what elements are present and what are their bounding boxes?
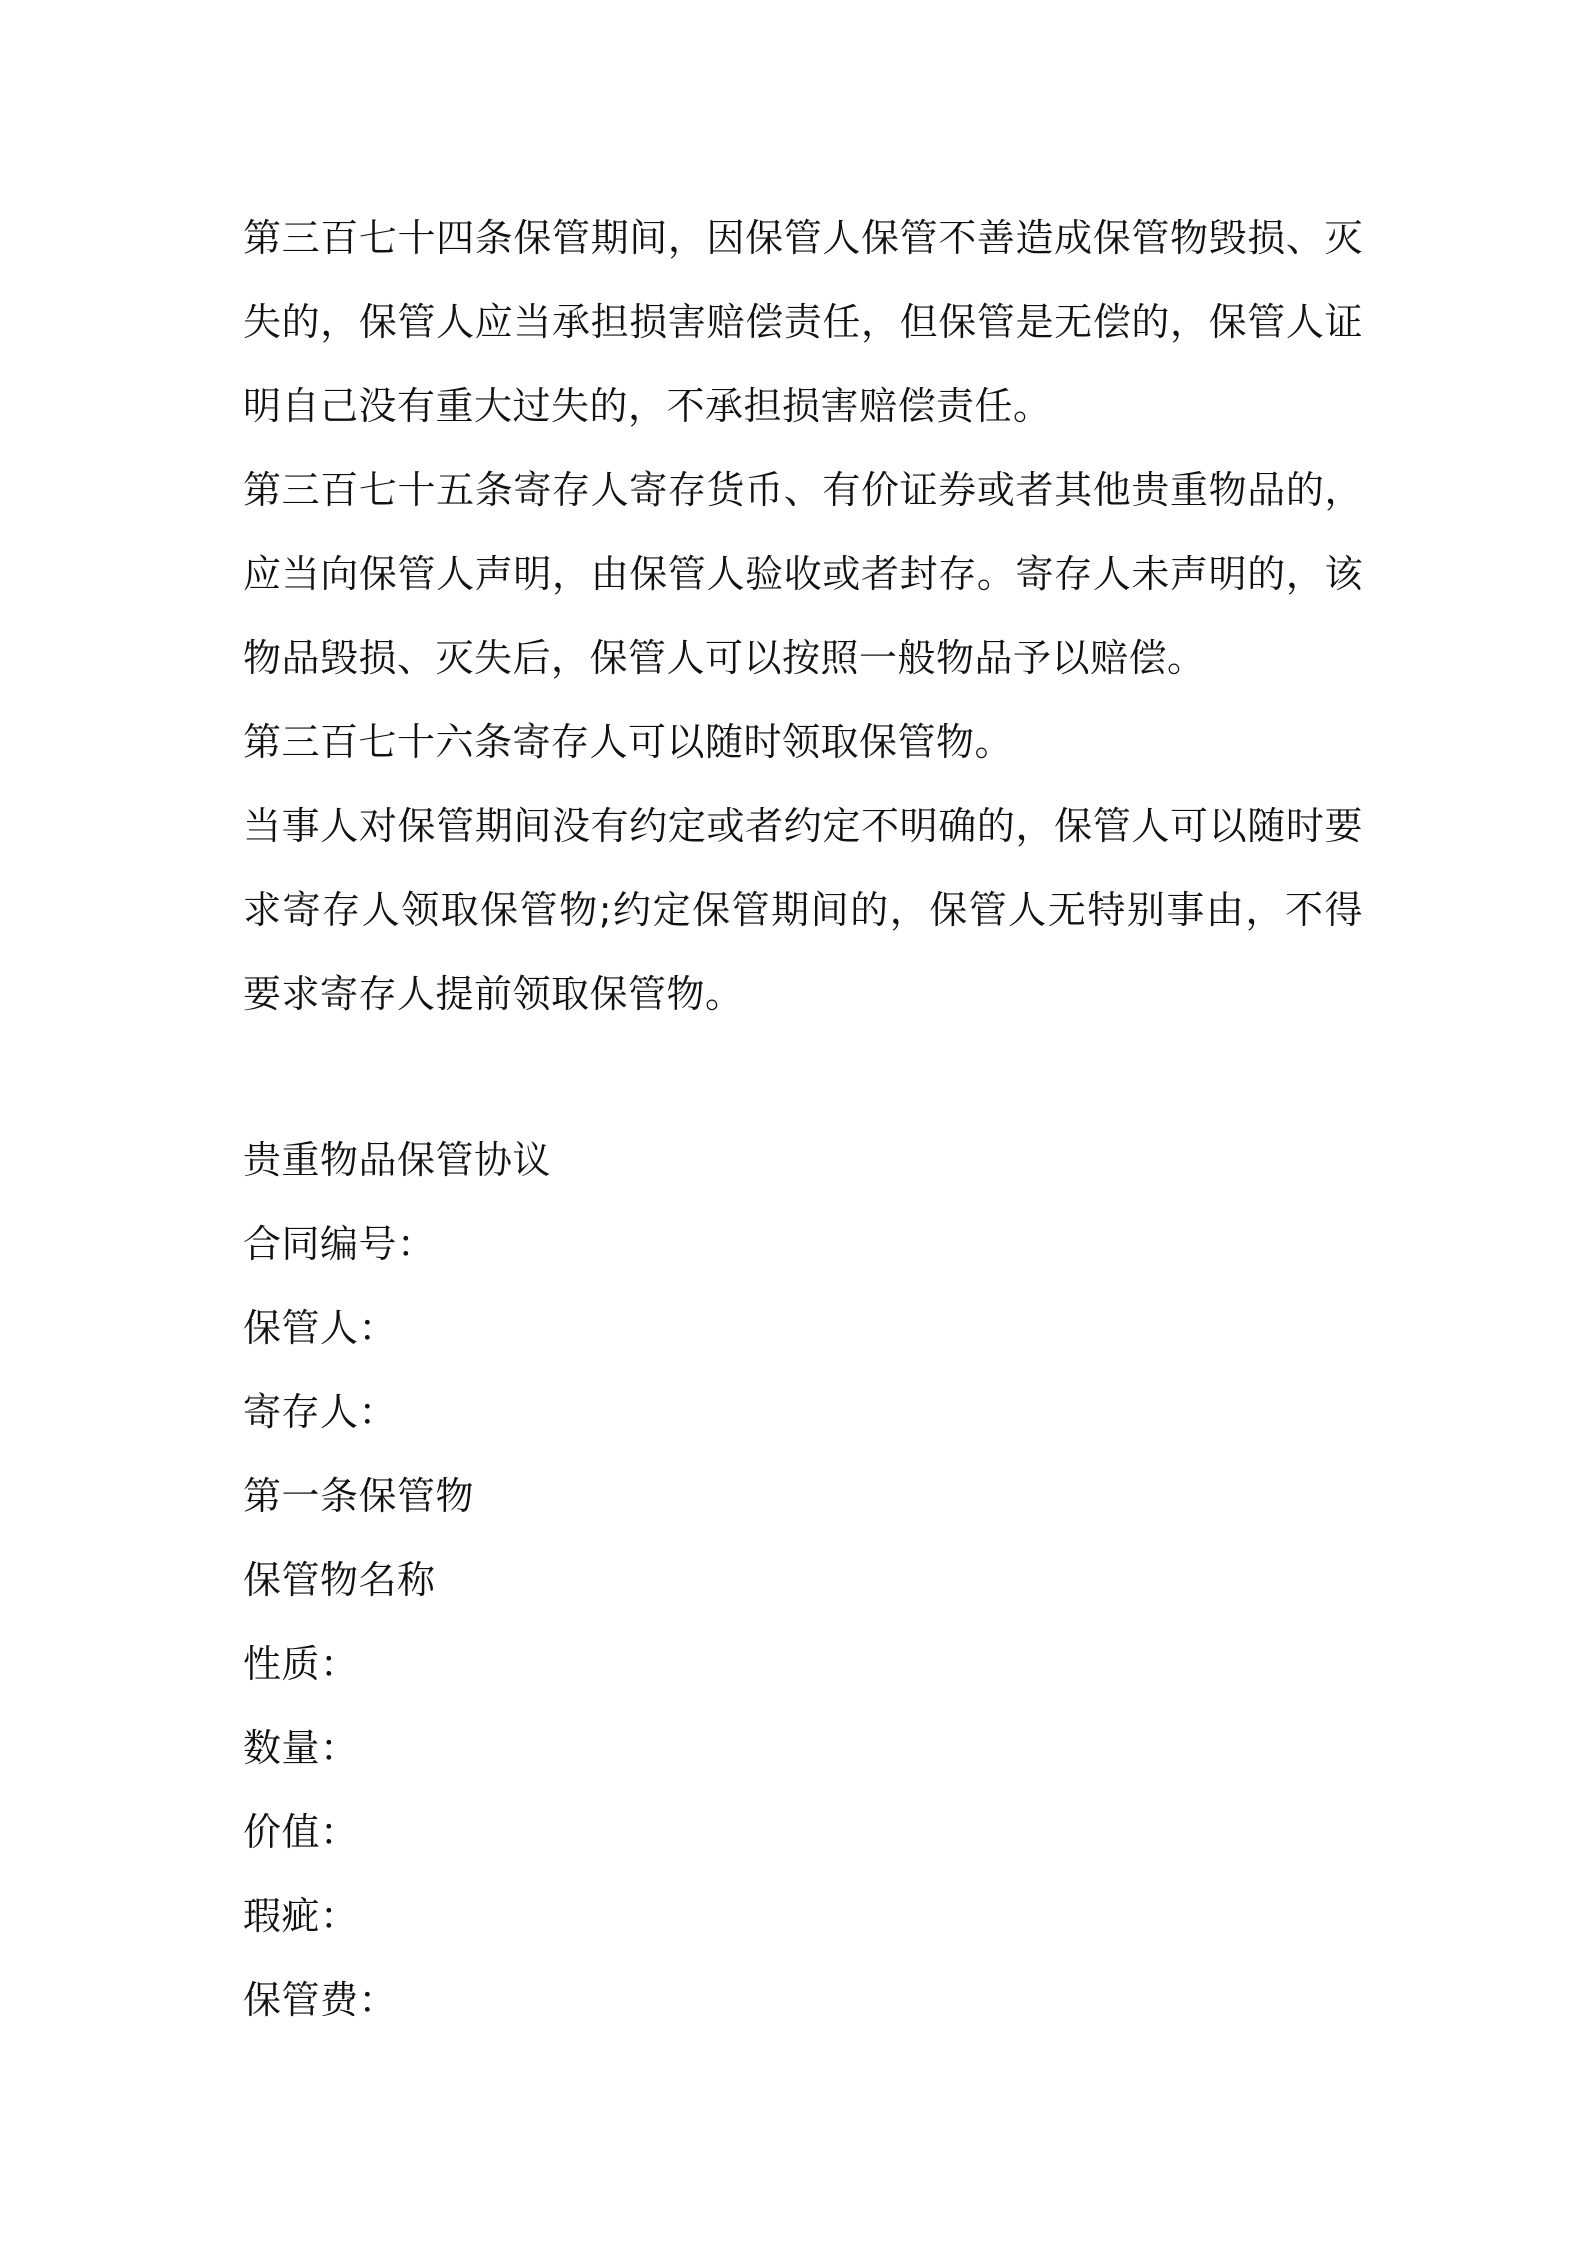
clause-1-heading: 第一条保管物 [243, 1474, 475, 1518]
storage-fee-field: 保管费： [243, 1978, 398, 2022]
quantity-field: 数量： [243, 1726, 359, 1770]
defects-field: 瑕疵： [243, 1894, 359, 1938]
document-page [243, 196, 1363, 2042]
contract-number-field: 合同编号： [243, 1222, 436, 1266]
item-name-field: 保管物名称 [243, 1558, 436, 1602]
article-374: 第三百七十四条保管期间，因保管人保管不善造成保管物毁损、灭失的，保管人应当承担损害赔偿责任，但保管是无偿的，保管人证明自己没有重大过失的，不承担损害赔偿责任。 [243, 216, 1363, 428]
article-375: 第三百七十五条寄存人寄存货币、有价证券或者其他贵重物品的，应当向保管人声明，由保管人验收或者封存。寄存人未声明的，该物品毁损、灭失后，保管人可以按照一般物品予以赔偿。 [243, 468, 1363, 680]
depositor-field: 寄存人： [243, 1390, 398, 1434]
agreement-title: 贵重物品保管协议 [243, 1138, 552, 1182]
custodian-field: 保管人： [243, 1306, 398, 1350]
article-376-paragraph-2: 当事人对保管期间没有约定或者约定不明确的，保管人可以随时要求寄存人领取保管物;约定保管期间的，保管人无特别事由，不得要求寄存人提前领取保管物。 [243, 804, 1363, 1016]
article-376: 第三百七十六条寄存人可以随时领取保管物。 [243, 720, 1014, 764]
value-field: 价值： [243, 1810, 359, 1854]
section-spacer [243, 1036, 1363, 1118]
nature-field: 性质： [243, 1642, 359, 1686]
